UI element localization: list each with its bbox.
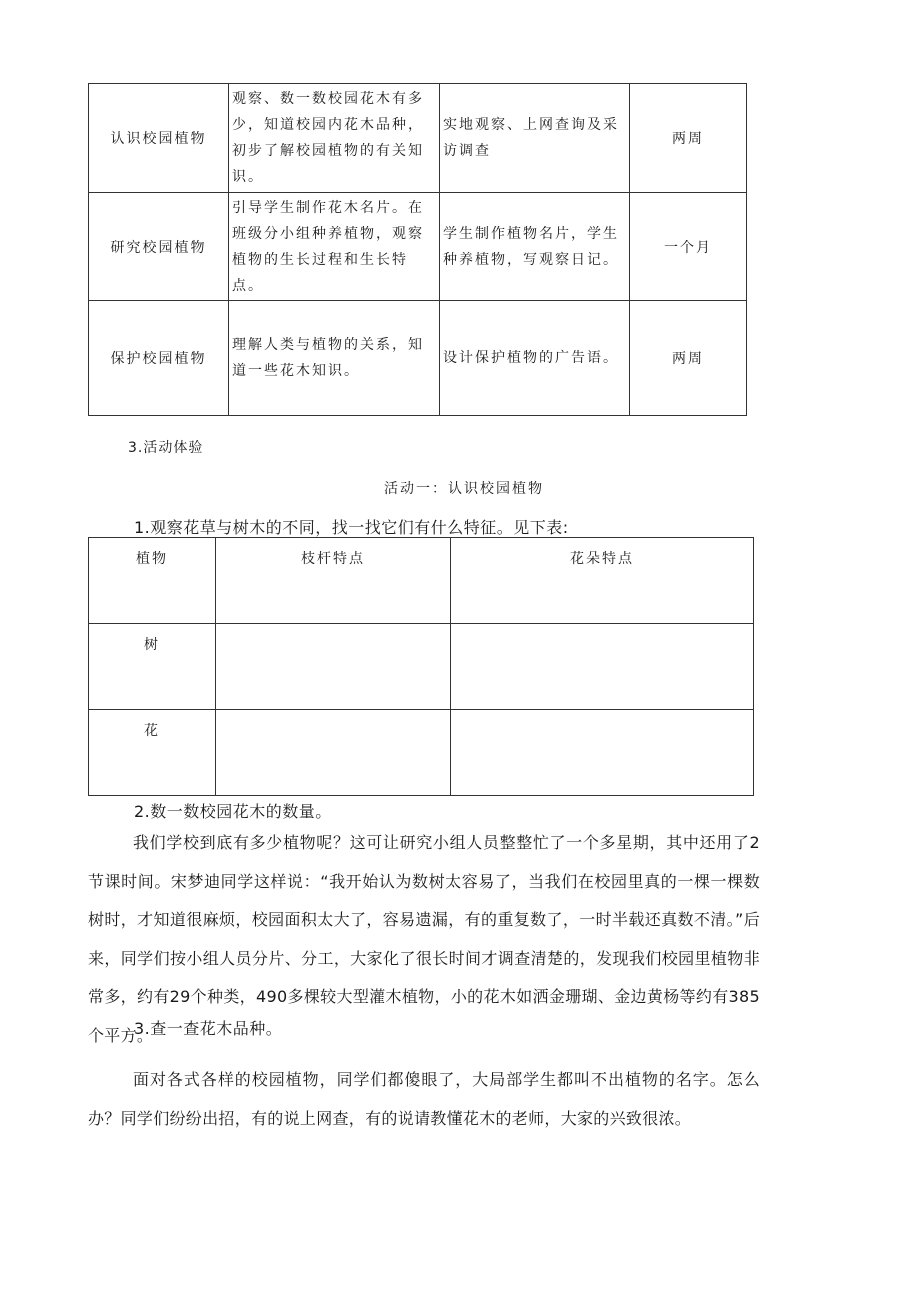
table-row xyxy=(89,624,754,710)
table-row xyxy=(89,301,747,416)
table-row xyxy=(89,84,747,193)
column-header-stem: 枝杆特点 xyxy=(216,538,451,624)
flower-feature-cell xyxy=(451,624,754,710)
column-header-plant: 植物 xyxy=(89,538,216,624)
flower-feature-cell xyxy=(451,710,754,796)
activity-title-prefix: 活动一： xyxy=(384,481,448,497)
stage-name-cell: 认识校园植物 xyxy=(89,84,229,193)
column-header-flower: 花朵特点 xyxy=(451,538,754,624)
table-row xyxy=(89,710,754,796)
table-row xyxy=(89,193,747,301)
plant-features-table xyxy=(88,537,754,796)
stem-feature-cell xyxy=(216,624,451,710)
stage-method-cell: 实地观察、上网查询及采访调查 xyxy=(440,84,630,193)
body-paragraph: 我们学校到底有多少植物呢？这可让研究小组人员整整忙了一个多星期，其中还用了2节课时间。宋梦迪同学这样说：“我开始认为数树太容易了，当我们在校园里真的一棵一棵数树时，才知道很麻烦，校园面积太大了，容易遗漏，有的重复数了，一时半载还真数不清。”后来，同学们按小组人员分片、分工，大家化了很长时间才调查清楚的，发现我们校园里植物非常多，约有29个种类，490多棵较大型灌木植物，小的花木如洒金珊瑚、金边黄杨等约有385个平方。 xyxy=(88,833,760,1045)
activity-title-text: 认识校园植物 xyxy=(448,481,544,497)
stage-time-cell: 两周 xyxy=(630,84,747,193)
plant-cell: 树 xyxy=(89,624,216,710)
question-observe: 1.观察花草与树木的不同，找一找它们有什么特征。见下表: xyxy=(134,518,569,537)
stage-method-cell: 学生制作植物名片，学生种养植物，写观察日记。 xyxy=(440,193,630,301)
stage-name-cell: 保护校园植物 xyxy=(89,301,229,416)
stage-goal-cell: 引导学生制作花木名片。在班级分小组种养植物，观察植物的生长过程和生长特点。 xyxy=(229,193,440,301)
stage-time-cell: 一个月 xyxy=(630,193,747,301)
activity-title xyxy=(0,478,920,498)
stage-goal-cell: 理解人类与植物的关系，知道一些花木知识。 xyxy=(229,301,440,416)
stage-time-cell: 两周 xyxy=(630,301,747,416)
section-heading: 3.活动体验 xyxy=(128,440,204,456)
stage-goal-cell: 观察、数一数校园花木有多少，知道校园内花木品种，初步了解校园植物的有关知识。 xyxy=(229,84,440,193)
activity-plan-table xyxy=(88,83,747,416)
plant-cell: 花 xyxy=(89,710,216,796)
body-paragraph: 面对各式各样的校园植物，同学们都傻眼了，大局部学生都叫不出植物的名字。怎么办？同学们纷纷出招，有的说上网查，有的说请教懂花木的老师，大家的兴致很浓。 xyxy=(88,1070,760,1128)
stage-name-cell: 研究校园植物 xyxy=(89,193,229,301)
question-varieties: 3.查一查花木品种。 xyxy=(134,1019,283,1038)
question-count: 2.数一数校园花木的数量。 xyxy=(134,802,332,821)
table-header-row xyxy=(89,538,754,624)
stem-feature-cell xyxy=(216,710,451,796)
stage-method-cell: 设计保护植物的广告语。 xyxy=(440,301,630,416)
